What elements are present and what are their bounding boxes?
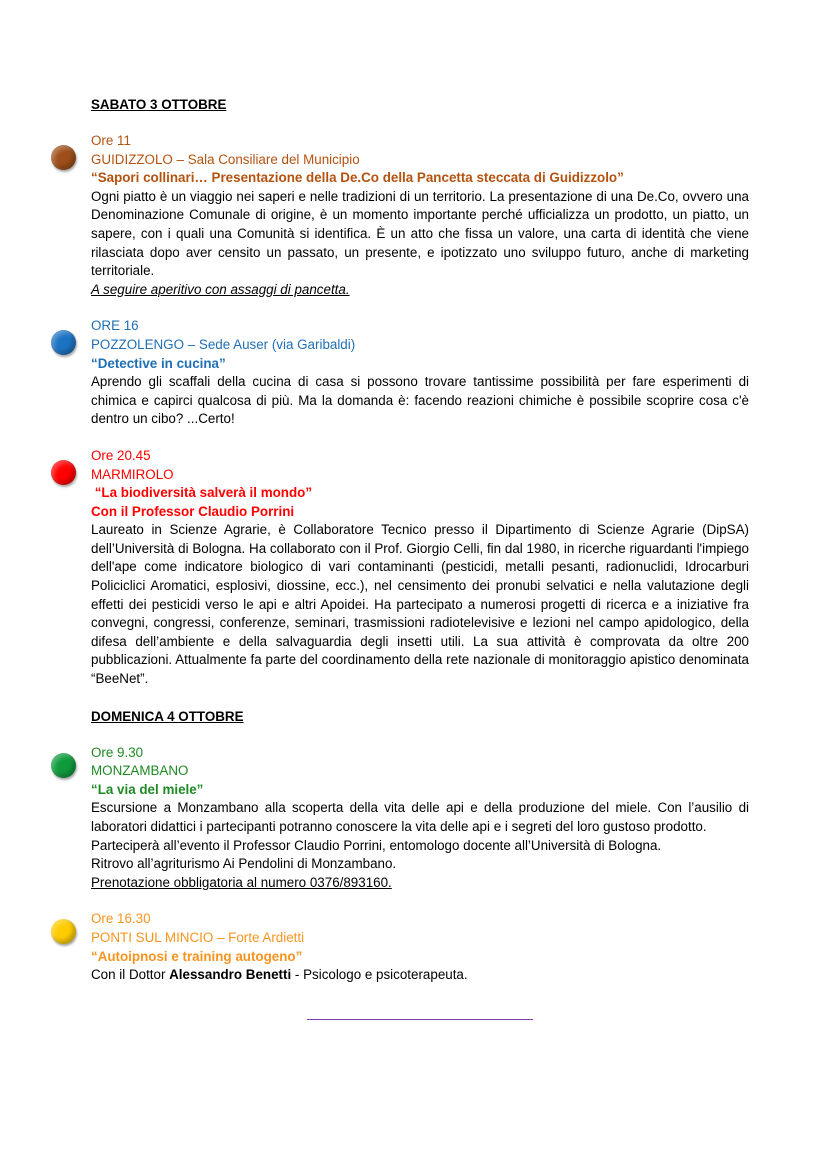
day-heading-sunday: DOMENICA 4 OTTOBRE [91,708,244,724]
event-time: Ore 16.30 [91,911,151,927]
event-title: “Autoipnosi e training autogeno” [91,948,303,964]
document-page [91,95,749,985]
red-bullet-icon [51,460,76,485]
event-booking-note: Prenotazione obbligatoria al numero 0376/893160. [91,874,392,890]
event-place: PONTI SUL MINCIO – Forte Ardietti [91,929,305,945]
event-time: Ore 20.45 [91,447,151,463]
event-description: Aprendo gli scaffali della cucina di casa si possono trovare tantissime possibilità per fare esperimenti di chimica e capirci qualcosa di più. Ma la domanda è: facendo reazioni chimiche è possibile scoprire cosa c'è dentro un cibo? ...Certo! [91,374,749,427]
event-place: POZZOLENGO – Sede Auser (via Garibaldi) [91,336,356,352]
event-subtitle: Con il Professor Claudio Porrini [91,503,295,519]
event-pozzolengo [91,317,749,429]
body-suffix: - Psicologo e psicoterapeuta. [291,967,468,983]
event-time: Ore 11 [91,133,131,148]
event-title: “Detective in cucina” [91,355,226,371]
event-description: Ogni piatto è un viaggio nei saperi e nelle tradizioni di un territorio. La presentazione di una De.Co, ovvero una Denominazione Comunale di origine, è un momento importante perché ufficializza un prodotto, un piatto, un sapere, con i quali una Comunità si identifica. È un atto che fissa un valore, una carta di identità che viene rilasciata dopo aver censito un passato, un presente, e ipotizzato uno sviluppo futuro, anche di marketing territoriale. [91,188,749,279]
event-description: Escursione a Monzambano alla scoperta della vita delle api e della produzione del miele. Con l’ausilio di laboratori didattici i partecipanti potranno conoscere la vita delle api e i segreti del loro gustoso prodotto. [91,800,749,834]
event-description: Laureato in Scienze Agrarie, è Collaboratore Tecnico presso il Dipartimento di Scienze Agrarie (DipSA) dell’Università di Bologna. Ha collaborato con il Prof. Giorgio Celli, fin dal 1980, in ricerche riguardanti l'impiego dell'ape come indicatore biologico di vari contaminanti (pesticidi, metalli pesanti, radionuclidi, Idrocarburi Policiclici Aromatici, esplosivi, diossine, ecc.), nel censimento dei pronubi selvatici e nella valutazione degli effetti dei pesticidi verso le api e altri Apoidei. Ha partecipato a numerosi progetti di ricerca e a iniziative fra convegni, congressi, conferenze, seminari, trasmissioni radiotelevisive e lezioni nel campo apidologico, della difesa dell’ambiente e della salvaguardia degli insetti utili. La sua attività è comprovata da oltre 200 pubblicazioni. Attualmente fa parte del coordinamento della rete nazionale di monitoraggio apistico denominata “BeeNet”. [91,522,749,687]
divider-line [307,1019,533,1020]
event-note: A seguire aperitivo con assaggi di pancetta. [91,281,350,297]
yellow-bullet-icon [51,919,76,944]
event-title: “La via del miele” [91,781,204,797]
event-time: ORE 16 [91,318,139,334]
event-meeting-point: Ritrovo all’agriturismo Ai Pendolini di Monzambano. [91,856,397,872]
event-guest-line: Parteciperà all’evento il Professor Claudio Porrini, entomologo docente all’Università di Bologna. [91,837,662,853]
speaker-name: Alessandro Benetti [169,967,292,983]
event-place: GUIDIZZOLO – Sala Consiliare del Municipio [91,151,360,167]
event-title: “La biodiversità salverà il mondo” [91,485,313,501]
event-monzambano [91,744,749,893]
event-description [91,966,749,985]
event-marmirolo [91,447,749,689]
blue-bullet-icon [51,330,76,355]
day-heading-saturday: SABATO 3 OTTOBRE [91,97,227,112]
event-title: “Sapori collinari… Presentazione della De.Co della Pancetta steccata di Guidizzolo” [91,170,624,186]
event-place: MONZAMBANO [91,763,189,779]
event-guidizzolo [91,132,749,299]
event-time: Ore 9.30 [91,744,144,760]
green-bullet-icon [51,753,76,778]
body-prefix: Con il Dottor [91,967,170,983]
event-ponti-sul-mincio [91,910,749,984]
event-place: MARMIROLO [91,466,174,482]
brown-bullet-icon [51,145,76,170]
